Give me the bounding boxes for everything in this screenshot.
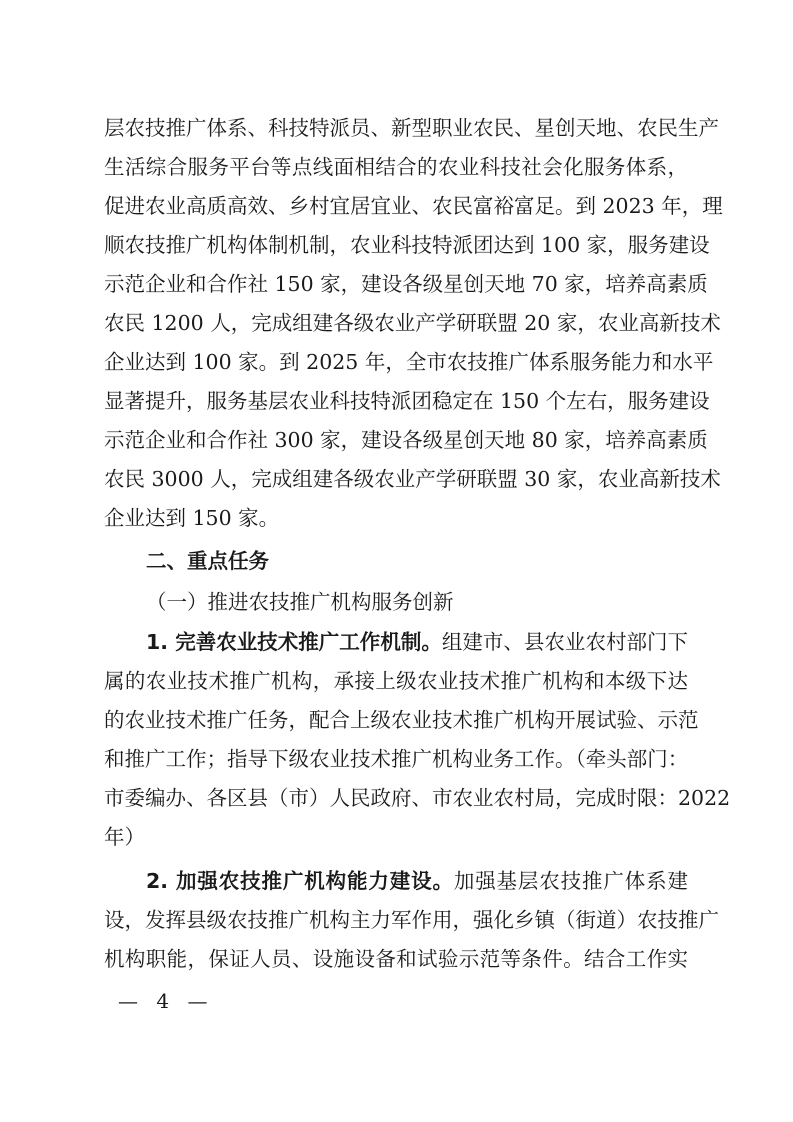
task-item-text: 组建市、县农业农村部门下: [441, 630, 688, 654]
task-item-first-line: [146, 866, 688, 896]
text-line: 示范企业和合作社 300 家，建设各级星创天地 80 家，培养高素质: [104, 428, 708, 452]
text-line: 企业达到 100 家。到 2025 年，全市农技推广体系服务能力和水平: [104, 350, 714, 374]
text-line: 的农业技术推广任务，配合上级农业技术推广机构开展试验、示范: [104, 708, 699, 732]
text-line: 机构职能，保证人员、设施设备和试验示范等条件。结合工作实: [104, 947, 688, 971]
task-item-first-line: [146, 627, 688, 657]
text-line: 设，发挥县级农技推广机构主力军作用，强化乡镇（街道）农技推广: [104, 908, 719, 932]
text-line: 显著提升，服务基层农业科技特派团稳定在 150 个左右，服务建设: [104, 389, 710, 413]
page-number: — 4 —: [118, 989, 214, 1013]
task-item-text: 加强基层农技推广体系建: [453, 869, 688, 893]
section-heading: 二、重点任务: [146, 549, 269, 573]
text-line: 和推广工作；指导下级农业技术推广机构业务工作。（牵头部门：: [104, 747, 689, 771]
text-line: 农民 3000 人，完成组建各级农业产学研联盟 30 家，农业高新技术: [104, 467, 721, 491]
text-line: 促进农业高质高效、乡村宜居宜业、农民富裕富足。到 2023 年，理: [104, 194, 723, 218]
subsection-heading: （一）推进农技推广机构服务创新: [146, 590, 454, 614]
text-line: 市委编办、各区县（市）人民政府、市农业农村局，完成时限：2022: [104, 786, 731, 810]
text-line: 年）: [104, 825, 145, 849]
text-line: 示范企业和合作社 150 家，建设各级星创天地 70 家，培养高素质: [104, 272, 708, 296]
text-line: 生活综合服务平台等点线面相结合的农业科技社会化服务体系，: [104, 155, 688, 179]
task-item-title: 1. 完善农业技术推广工作机制。: [146, 630, 442, 654]
text-line: 层农技推广体系、科技特派员、新型职业农民、星创天地、农民生产: [104, 116, 719, 140]
text-line: 属的农业技术推广机构，承接上级农业技术推广机构和本级下达: [104, 669, 688, 693]
text-line: 企业达到 150 家。: [104, 506, 280, 530]
text-line: 顺农技推广机构体制机制，农业科技特派团达到 100 家，服务建设: [104, 233, 710, 257]
task-item-title: 2. 加强农技推广机构能力建设。: [146, 869, 454, 893]
text-line: 农民 1200 人，完成组建各级农业产学研联盟 20 家，农业高新技术: [104, 311, 721, 335]
